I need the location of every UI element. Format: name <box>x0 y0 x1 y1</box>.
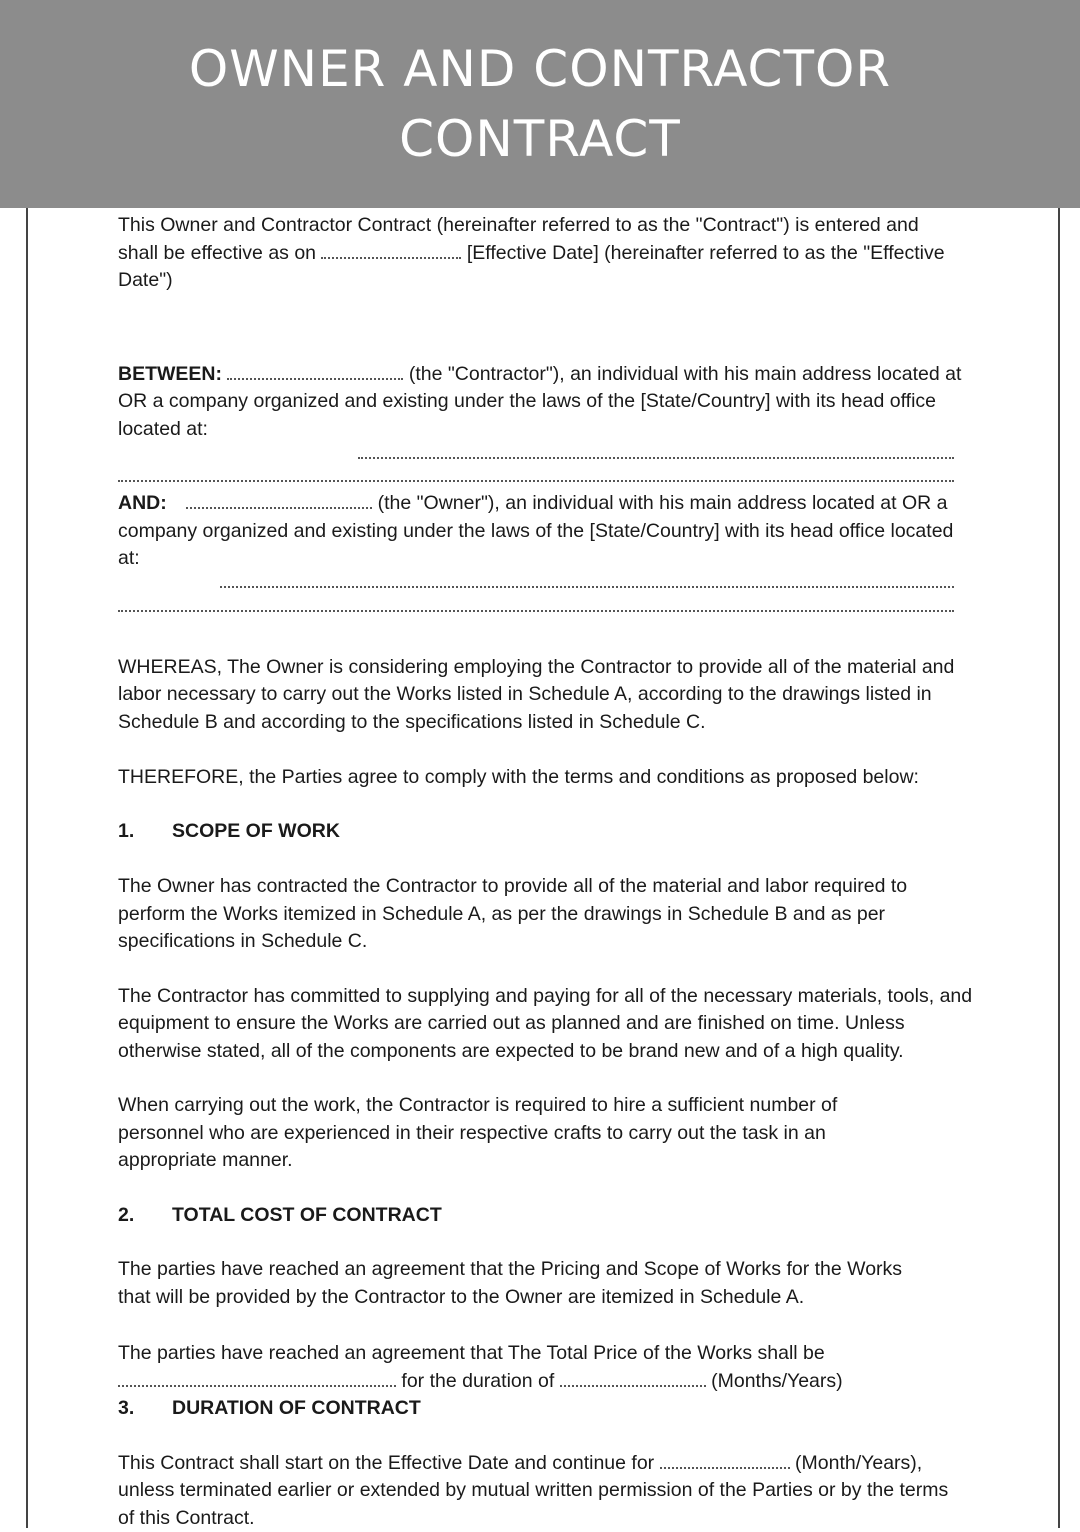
contractor-address-blank-2 <box>118 455 954 483</box>
page-border-left <box>26 208 28 1528</box>
total-price-blank <box>118 1371 396 1387</box>
contract-document <box>118 212 978 1532</box>
section-3-number: 3. <box>118 1395 172 1423</box>
owner-address-blank-2 <box>118 584 954 612</box>
contract-duration-blank <box>660 1453 790 1469</box>
whereas-paragraph: WHEREAS, The Owner is considering employing the Contractor to provide all of the material and labor necessary to carry out the Works listed in Schedule A, according to the drawings listed in Schedule B and according to the specifications listed in Schedule C. <box>118 654 968 737</box>
intro-paragraph <box>118 212 953 295</box>
section-2-paragraph-2 <box>118 1340 918 1395</box>
section-2-paragraph-1: The parties have reached an agreement that the Pricing and Scope of Works for the Works that will be provided by the Contractor to the Owner are itemized in Schedule A. <box>118 1256 938 1311</box>
title-banner <box>0 0 1080 208</box>
intro-text-part1: This Owner and Contractor Contract (hereinafter referred to as the "Contract") is entered and shall be effective as on <box>118 214 919 264</box>
contractor-name-blank <box>227 364 403 380</box>
section-1-paragraph-3: When carrying out the work, the Contractor is required to hire a sufficient number of personnel who are experienced in their respective crafts to carry out the task in an appropriate manner. <box>118 1092 908 1175</box>
and-label: AND: <box>118 492 167 514</box>
section-2-title: TOTAL COST OF CONTRACT <box>172 1204 442 1226</box>
between-text: (the "Contractor"), an individual with his main address located at OR a company organized and existing under the laws of the [State/Country] with its head office located at: <box>118 363 961 440</box>
section-2-number: 2. <box>118 1202 172 1230</box>
section-1-heading <box>118 818 978 846</box>
between-label: BETWEEN: <box>118 363 222 385</box>
section-2-heading <box>118 1202 978 1230</box>
section-3-text-part1: This Contract shall start on the Effective Date and continue for <box>118 1452 654 1474</box>
section-3-text-part2: (Month/Years), unless terminated earlier or extended by mutual written permission of the Parties or by the terms of this Contract. <box>118 1452 948 1529</box>
section-3-title: DURATION OF CONTRACT <box>172 1397 421 1419</box>
section-3-paragraph-1 <box>118 1450 968 1532</box>
and-text: (the "Owner"), an individual with his main address located at OR a company organized and existing under the laws of the [State/Country] with its head office located at: <box>118 492 953 569</box>
section-1-title: SCOPE OF WORK <box>172 820 340 842</box>
banner-title-line1: OWNER AND CONTRACTOR <box>189 34 891 104</box>
owner-name-blank <box>186 493 372 509</box>
section-2-price-text: The parties have reached an agreement that The Total Price of the Works shall be <box>118 1342 825 1364</box>
section-2-duration-text: for the duration of <box>401 1370 554 1392</box>
banner-title-line2: CONTRACT <box>399 104 681 174</box>
section-1-paragraph-2: The Contractor has committed to supplying and paying for all of the necessary materials, tools, and equipment to ensure the Works are carried out as planned and are finished on time. Unless otherwise stated, all of the components are expected to be brand new and of a high quality. <box>118 983 973 1066</box>
section-2-unit-text: (Months/Years) <box>711 1370 843 1392</box>
section-3-heading <box>118 1395 978 1423</box>
duration-blank <box>560 1371 706 1387</box>
section-1-number: 1. <box>118 818 172 846</box>
intro-text-part2: [Effective Date] (hereinafter referred to as the "Effective Date") <box>118 242 945 292</box>
effective-date-blank <box>321 243 461 259</box>
therefore-paragraph: THEREFORE, the Parties agree to comply with the terms and conditions as proposed below: <box>118 764 978 792</box>
page-border-right <box>1058 208 1060 1528</box>
section-1-paragraph-1: The Owner has contracted the Contractor to provide all of the material and labor required to perform the Works itemized in Schedule A, as per the drawings in Schedule B and as per specifications in Schedule C. <box>118 873 958 956</box>
